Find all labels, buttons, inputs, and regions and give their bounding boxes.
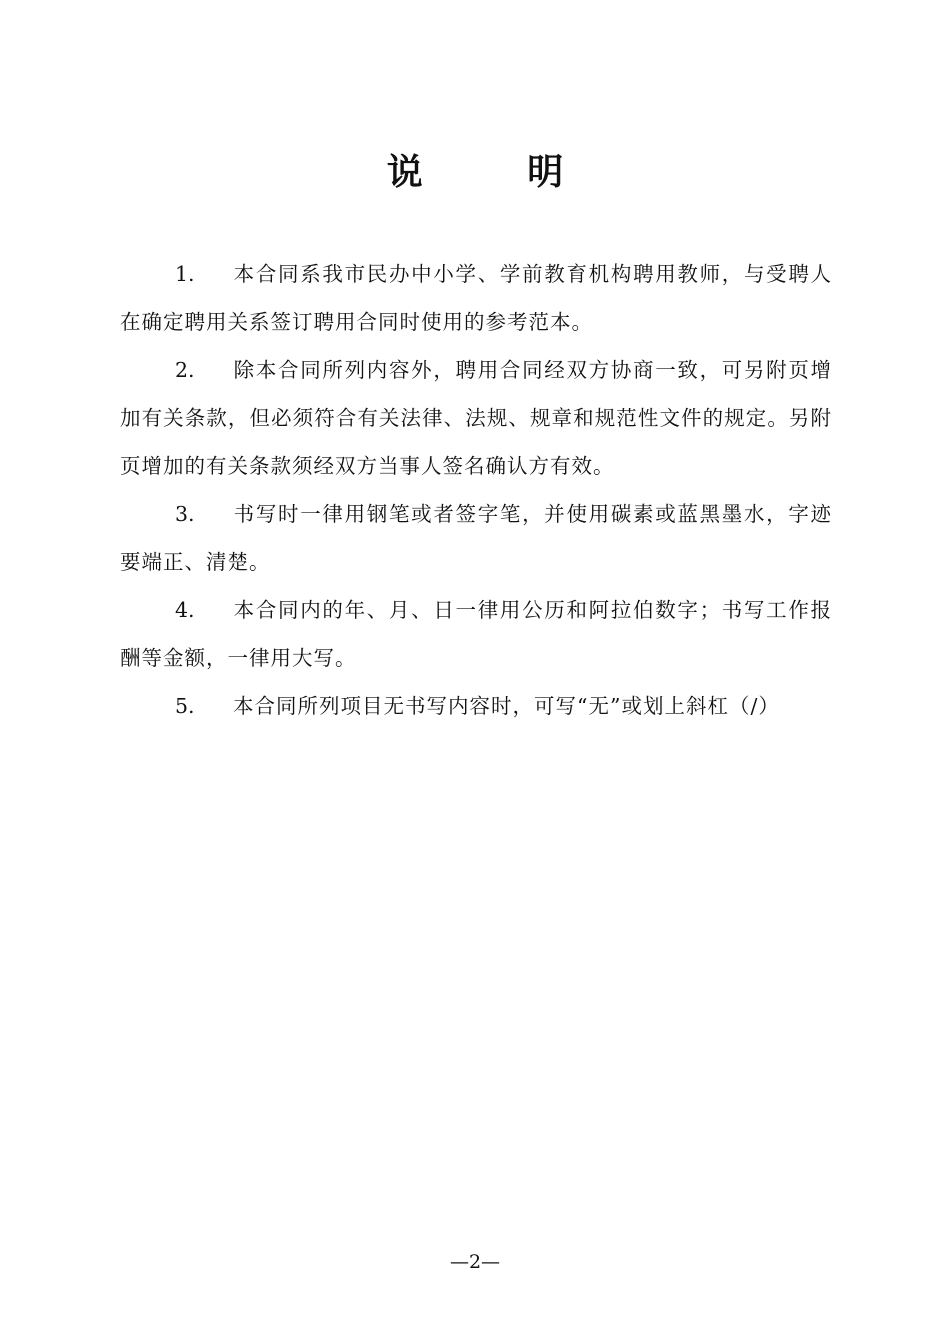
instruction-item-1	[120, 250, 832, 346]
item-number: 4.	[175, 598, 195, 622]
instruction-item-4	[120, 586, 832, 682]
instruction-item-2	[120, 346, 832, 490]
item-number: 1.	[175, 262, 195, 286]
page-title: 说 明	[386, 152, 610, 193]
instruction-item-3	[120, 490, 832, 586]
page-number: —2—	[449, 1251, 501, 1273]
item-number: 3.	[175, 502, 195, 526]
item-number: 2.	[175, 358, 195, 382]
item-text: 书写时一律用钢笔或者签字笔，并使用碳素或蓝黑墨水，字迹要端正、清楚。	[120, 502, 832, 574]
instructions-list	[120, 250, 832, 730]
item-number: 5.	[175, 694, 195, 718]
item-text: 除本合同所列内容外，聘用合同经双方协商一致，可另附页增加有关条款，但必须符合有关法律、法规、规章和规范性文件的规定。另附页增加的有关条款须经双方当事人签名确认方有效。	[120, 358, 832, 478]
item-text: 本合同所列项目无书写内容时，可写“无”或划上斜杠（/）	[233, 694, 780, 718]
item-text: 本合同系我市民办中小学、学前教育机构聘用教师，与受聘人在确定聘用关系签订聘用合同时使用的参考范本。	[120, 262, 832, 334]
instruction-item-5	[120, 682, 832, 730]
item-text: 本合同内的年、月、日一律用公历和阿拉伯数字；书写工作报酬等金额，一律用大写。	[120, 598, 832, 670]
